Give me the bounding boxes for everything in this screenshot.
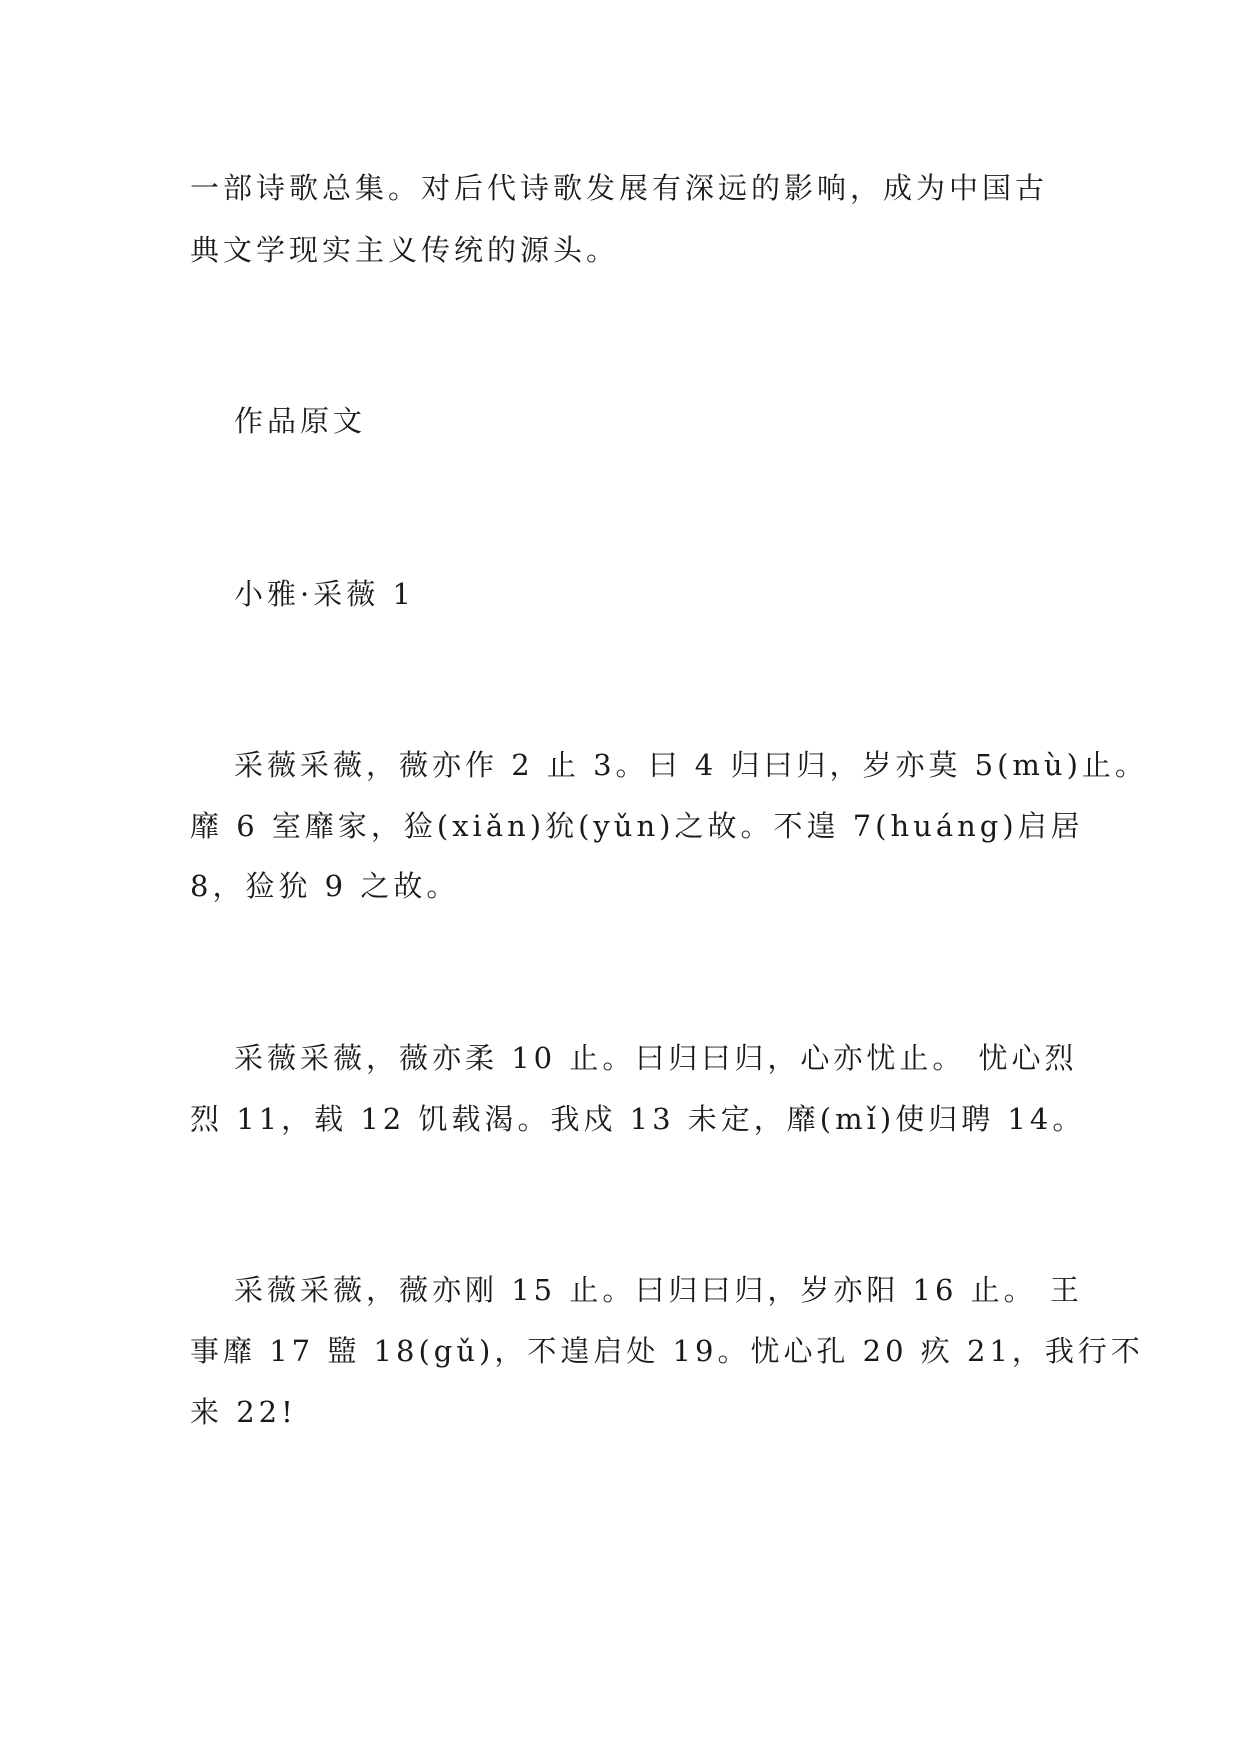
section-heading: 作品原文 [234,404,367,438]
intro-line-1: 一部诗歌总集。对后代诗歌发展有深远的影响，成为中国古 [190,171,1049,205]
stanza-3-line-2: 事靡 17 盬 18(gǔ)，不遑启处 19。忧心孔 20 疚 21，我行不 [190,1334,1144,1368]
poem-title: 小雅·采薇 1 [234,577,415,611]
stanza-1-line-3: 8，猃狁 9 之故。 [190,869,460,903]
stanza-1-line-1: 采薇采薇，薇亦作 2 止 3。曰 4 归曰归，岁亦莫 5(mù)止。 [234,748,1148,782]
stanza-1-line-2: 靡 6 室靡家，猃(xiǎn)狁(yǔn)之故。不遑 7(huáng)启居 [190,809,1084,843]
intro-line-2: 典文学现实主义传统的源头。 [190,233,620,267]
stanza-3-line-3: 来 22! [190,1395,297,1429]
stanza-2-line-2: 烈 11，载 12 饥载渴。我戍 13 未定，靡(mǐ)使归聘 14。 [190,1102,1086,1136]
stanza-3-line-1: 采薇采薇，薇亦刚 15 止。曰归曰归，岁亦阳 16 止。 王 [234,1273,1083,1307]
stanza-2-line-1: 采薇采薇，薇亦柔 10 止。曰归曰归，心亦忧止。 忧心烈 [234,1041,1078,1075]
